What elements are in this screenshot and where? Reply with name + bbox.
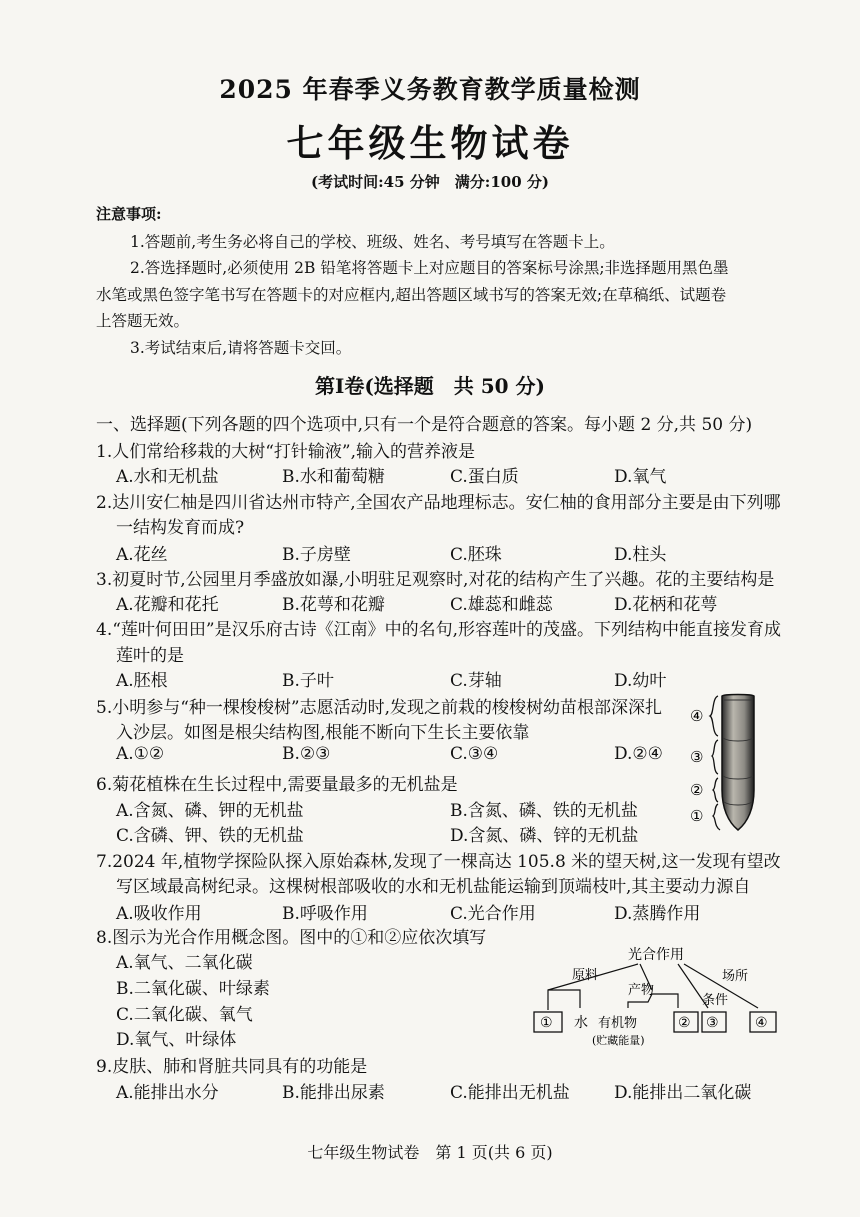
note-2a: 2.答选择题时,必须使用 2B 铅笔将答题卡上对应题目的答案标号涂黑;非选择题用黑色墨 <box>130 259 729 277</box>
question-1-option-b: B.水和葡萄糖 <box>282 467 385 487</box>
question-7-option-d: D.蒸腾作用 <box>614 904 701 924</box>
root-label-1: ① <box>690 807 704 825</box>
question-2-option-a: A.花丝 <box>116 545 168 565</box>
question-9-option-a: A.能排出水分 <box>116 1083 219 1103</box>
root-zone-1-bracket <box>713 804 720 830</box>
concept-raw-label: 原料 <box>572 968 599 983</box>
question-8-option-b: B.二氧化碳、叶绿素 <box>116 979 270 999</box>
question-6-option-a: A.含氮、磷、钾的无机盐 <box>116 801 304 821</box>
question-1-stem: 1.人们常给移栽的大树“打针输液”,输入的营养液是 <box>96 442 476 462</box>
question-3-option-b: B.花萼和花瓣 <box>282 595 385 615</box>
question-3-option-c: C.雄蕊和雌蕊 <box>450 595 553 615</box>
concept-organic-label: 有机物 <box>598 1016 638 1031</box>
concept-place-label: 场所 <box>722 969 749 984</box>
question-9-stem: 9.皮肤、肺和肾脏共同具有的功能是 <box>96 1057 368 1077</box>
question-4-stem-cont: 莲叶的是 <box>116 646 184 666</box>
question-9-option-d: D.能排出二氧化碳 <box>614 1083 752 1103</box>
root-tip-drawing <box>722 695 754 831</box>
notes-title: 注意事项: <box>96 205 162 223</box>
question-2-option-c: C.胚珠 <box>450 545 502 565</box>
concept-box-3-label: ③ <box>706 1015 719 1031</box>
concept-box-4-label: ④ <box>755 1015 768 1031</box>
question-4-option-c: C.芽轴 <box>450 671 502 691</box>
question-6-stem: 6.菊花植株在生长过程中,需要量最多的无机盐是 <box>96 775 458 795</box>
question-3-stem: 3.初夏时节,公园里月季盛放如瀑,小明驻足观察时,对花的结构产生了兴趣。花的主要结构是 <box>96 570 775 590</box>
exam-title: 七年级生物试卷 <box>286 121 574 165</box>
question-3-option-a: A.花瓣和花托 <box>116 595 219 615</box>
question-8-option-d: D.氧气、叶绿体 <box>116 1030 237 1050</box>
section-title: 第Ⅰ卷(选择题 共 50 分) <box>314 374 546 398</box>
question-2-option-b: B.子房壁 <box>282 545 351 565</box>
note-2c: 上答题无效。 <box>96 312 190 330</box>
question-5-option-b: B.②③ <box>282 744 331 764</box>
section-instruction: 一、选择题(下列各题的四个选项中,只有一个是符合题意的答案。每小题 2 分,共 50 分) <box>96 415 753 435</box>
note-1: 1.答题前,考生务必将自己的学校、班级、姓名、考号填写在答题卡上。 <box>130 233 615 251</box>
question-5-option-d: D.②④ <box>614 744 663 764</box>
photosynthesis-concept-map <box>528 942 788 1052</box>
question-9-option-b: B.能排出尿素 <box>282 1083 385 1103</box>
note-2b: 水笔或黑色签字笔书写在答题卡的对应框内,超出答题区域书写的答案无效;在草稿纸、试题卷 <box>96 286 727 304</box>
question-3-option-d: D.花柄和花萼 <box>614 595 718 615</box>
question-1-option-d: D.氧气 <box>614 467 667 487</box>
exam-header-line1: 2025 年春季义务教育教学质量检测 <box>219 75 641 104</box>
note-3: 3.考试结束后,请将答题卡交回。 <box>130 339 352 357</box>
concept-water-label: 水 <box>574 1015 588 1031</box>
root-zone-3-bracket <box>712 740 718 774</box>
concept-center-label: 光合作用 <box>628 947 684 963</box>
concept-product-label: 产物 <box>628 983 655 998</box>
question-9-option-c: C.能排出无机盐 <box>450 1083 570 1103</box>
concept-box-2-label: ② <box>678 1015 691 1031</box>
root-zone-4-bracket <box>710 696 718 736</box>
question-7-option-a: A.吸收作用 <box>116 904 202 924</box>
question-7-option-b: B.呼吸作用 <box>282 904 368 924</box>
question-4-option-d: D.幼叶 <box>614 671 667 691</box>
question-6-option-b: B.含氮、磷、铁的无机盐 <box>450 801 638 821</box>
question-7-stem-cont: 写区域最高树纪录。这棵树根部吸收的水和无机盐能运输到顶端枝叶,其主要动力源自 <box>116 877 751 897</box>
question-6-option-c: C.含磷、钾、铁的无机盐 <box>116 826 304 846</box>
question-2-option-d: D.柱头 <box>614 545 667 565</box>
concept-energy-label: (贮藏能量) <box>592 1034 645 1047</box>
question-7-stem: 7.2024 年,植物学探险队探入原始森林,发现了一棵高达 105.8 米的望天树,这一发现有望改 <box>96 852 781 872</box>
question-8-stem: 8.图示为光合作用概念图。图中的①和②应依次填写 <box>96 928 487 948</box>
question-8-option-c: C.二氧化碳、氧气 <box>116 1005 253 1025</box>
question-2-stem: 2.达川安仁柚是四川省达州市特产,全国农产品地理标志。安仁柚的食用部分主要是由下列哪 <box>96 493 781 513</box>
root-label-3: ③ <box>690 748 704 766</box>
root-label-4: ④ <box>690 707 704 725</box>
concept-box-1-label: ① <box>540 1015 553 1031</box>
root-tip-figure <box>684 690 774 840</box>
question-5-option-c: C.③④ <box>450 744 499 764</box>
page-footer: 七年级生物试卷 第 1 页(共 6 页) <box>307 1143 553 1162</box>
question-2-stem-cont: 一结构发育而成? <box>116 518 245 538</box>
question-5-stem-cont: 入沙层。如图是根尖结构图,根能不断向下生长主要依靠 <box>116 723 530 743</box>
question-6-option-d: D.含氮、磷、锌的无机盐 <box>450 826 639 846</box>
question-4-option-a: A.胚根 <box>116 671 168 691</box>
question-5-option-a: A.①② <box>116 744 165 764</box>
question-7-option-c: C.光合作用 <box>450 904 536 924</box>
question-4-stem: 4.“莲叶何田田”是汉乐府古诗《江南》中的名句,形容莲叶的茂盛。下列结构中能直接发育成 <box>96 620 782 640</box>
question-1-option-c: C.蛋白质 <box>450 467 519 487</box>
question-8-option-a: A.氧气、二氧化碳 <box>116 953 253 973</box>
question-5-stem: 5.小明参与“种一棵梭梭树”志愿活动时,发现之前栽的梭梭树幼苗根部深深扎 <box>96 698 663 718</box>
root-label-2: ② <box>690 781 704 799</box>
exam-time-score: (考试时间:45 分钟 满分:100 分) <box>311 173 549 191</box>
question-1-option-a: A.水和无机盐 <box>116 467 219 487</box>
root-zone-2-bracket <box>713 778 718 802</box>
concept-condition-label: 条件 <box>702 993 729 1008</box>
question-4-option-b: B.子叶 <box>282 671 334 691</box>
